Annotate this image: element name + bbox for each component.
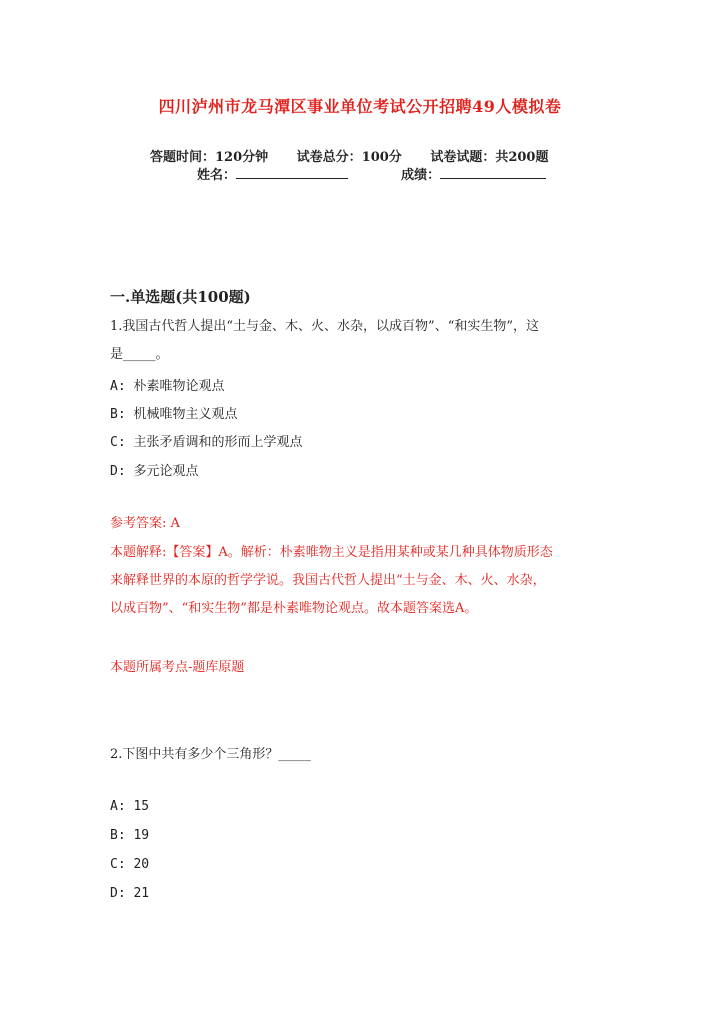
exam-total-score: 试卷总分：100分 — [296, 150, 402, 165]
question-1-explanation-line2: 来解释世界的本原的哲学学说。我国古代哲人提出“土与金、木、火、水杂， — [110, 573, 546, 588]
score-blank — [440, 165, 546, 179]
question-1-explanation-line3: 以成百物”、“和实生物”都是朴素唯物论观点。故本题答案选A。 — [110, 601, 478, 616]
question-1-option-b: B: 机械唯物主义观点 — [110, 407, 238, 422]
question-1-knowledge-point: 本题所属考点-题库原题 — [110, 660, 245, 675]
section-title: 一.单选题(共100题) — [110, 288, 251, 306]
exam-question-count: 试卷试题：共200题 — [430, 150, 549, 165]
question-1-stem-line1: 1.我国古代哲人提出“土与金、木、火、水杂，以成百物”、“和实生物”，这 — [110, 319, 539, 334]
question-1-option-d: D: 多元论观点 — [110, 464, 199, 479]
question-2-option-b: B: 19 — [110, 828, 150, 843]
page-title: 四川泸州市龙马潭区事业单位考试公开招聘49人模拟卷 — [158, 97, 562, 116]
question-1-answer: 参考答案: A — [110, 516, 180, 531]
candidate-info — [197, 164, 546, 183]
question-2-option-d: D: 21 — [110, 886, 150, 901]
question-2-option-a: A: 15 — [110, 799, 150, 814]
name-blank — [236, 165, 348, 179]
question-1-option-a: A: 朴素唯物论观点 — [110, 379, 225, 394]
question-1-stem-line2: 是_____。 — [110, 347, 169, 362]
question-2-option-c: C: 20 — [110, 857, 150, 872]
name-label: 姓名： — [197, 168, 237, 183]
exam-info — [150, 146, 572, 165]
question-1-option-c: C: 主张矛盾调和的形而上学观点 — [110, 435, 303, 450]
exam-time: 答题时间：120分钟 — [150, 150, 269, 165]
question-1-explanation-line1: 本题解释:【答案】A。解析：朴素唯物主义是指用某种或某几种具体物质形态 — [110, 545, 553, 560]
question-2-stem: 2.下图中共有多少个三角形？_____ — [110, 747, 311, 762]
score-label: 成绩： — [401, 168, 441, 183]
